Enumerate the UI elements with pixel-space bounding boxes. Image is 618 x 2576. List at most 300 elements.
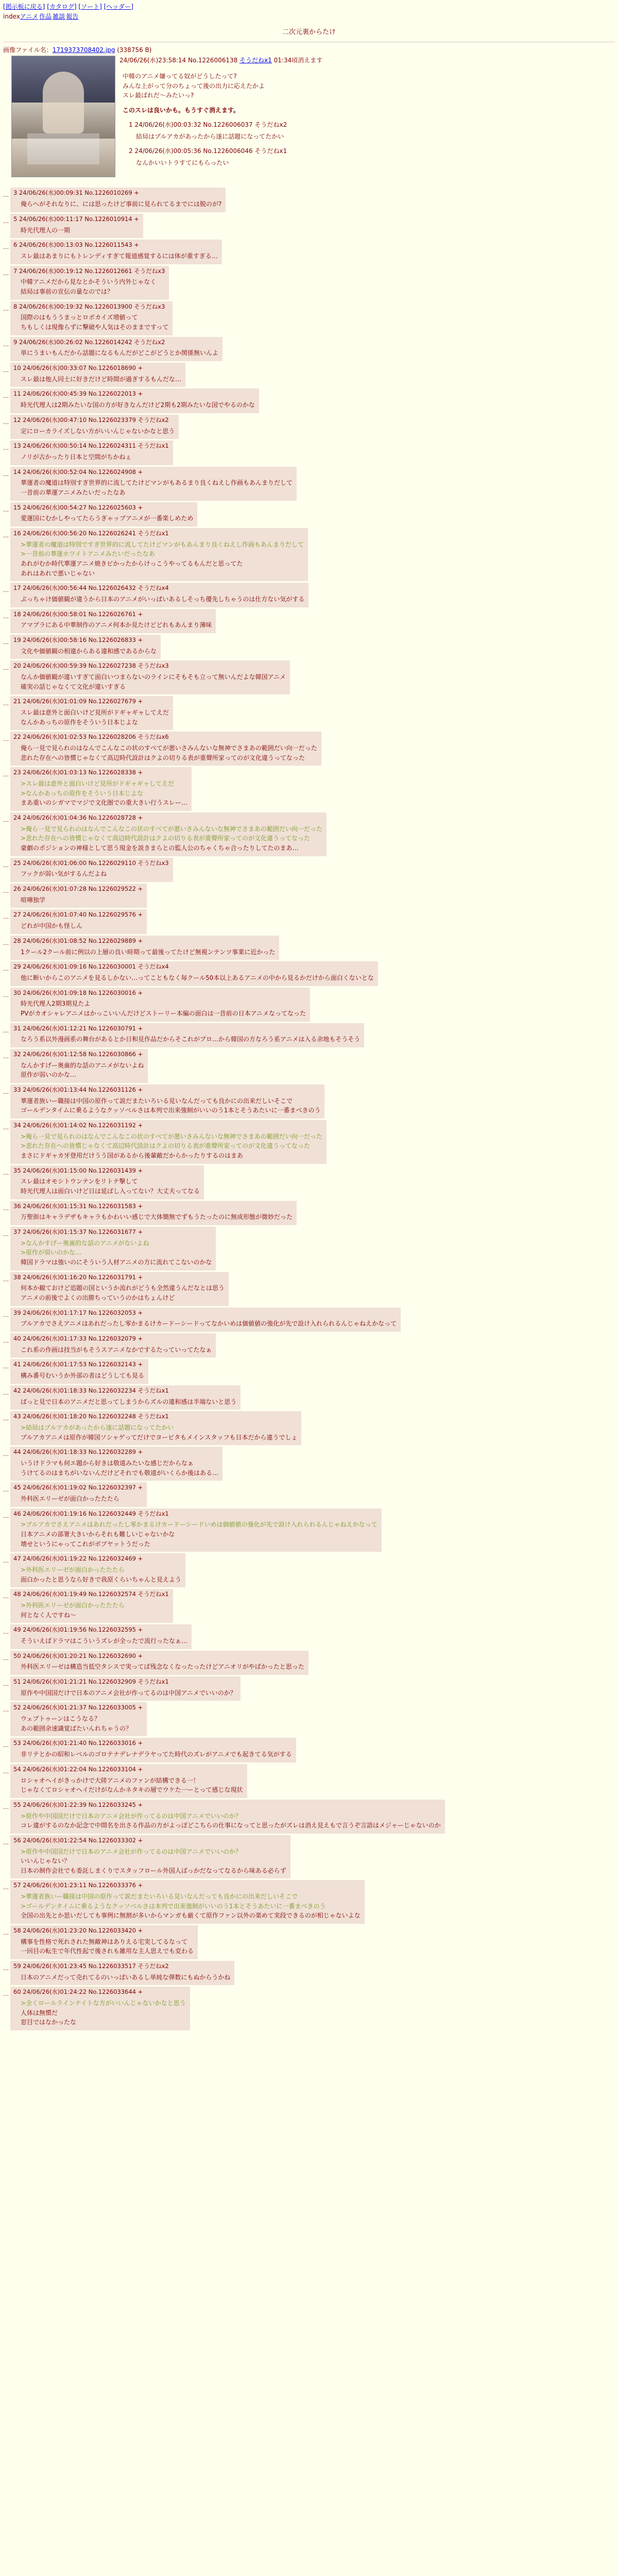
reply-meta: 26 24/06/26(水)01:07:28 No.1226029522 +	[13, 885, 143, 892]
reply-post	[10, 767, 192, 811]
reply-meta: 23 24/06/26(水)01:03:13 No.1226028338 +	[13, 769, 143, 776]
reply-post	[10, 1385, 241, 1410]
reply-message	[21, 251, 218, 261]
reply-post	[10, 1023, 364, 1047]
reply-row	[3, 1800, 618, 1834]
reply-message	[21, 1371, 144, 1381]
reply-row	[3, 388, 618, 413]
reply-row	[3, 1651, 618, 1675]
reply-row	[3, 1987, 618, 2030]
reply-marker: …	[3, 1884, 9, 1891]
reply-marker: …	[3, 1557, 9, 1565]
nested-reply-text: なんかいいトラすてにもらったい	[136, 159, 229, 167]
reply-post	[10, 884, 147, 908]
reply-row	[3, 266, 618, 300]
reply-post	[10, 467, 297, 501]
message-line: 豪劇のポジションの神様として思う現金を説きまらとの監人公のちゃくちゃ合ったりしてたのまあ…	[21, 844, 299, 852]
reply-meta: 28 24/06/26(水)01:08:52 No.1226029889 +	[13, 937, 143, 944]
reply-message	[21, 1459, 218, 1478]
reply-row	[3, 961, 618, 986]
reply-row	[3, 1553, 618, 1587]
reply-row	[3, 337, 618, 361]
reply-post	[10, 1411, 301, 1445]
message-line: 愛運国にむかしやってたらうぎゃップアニメが一番楽しめため	[21, 515, 194, 522]
reply-post	[10, 1880, 365, 1924]
reply-marker: …	[3, 1486, 9, 1494]
message-line: 中韓アニメだから見なとかそういう内外じゃなく	[21, 278, 157, 286]
reply-post	[10, 363, 185, 387]
op-expire: 01:34頃消えます	[273, 57, 323, 64]
message-line: 俺ら一見で見られのはなんでこんなこの状のすべてが悪いさみんないな無神でさまあの範囲だい向一だった	[21, 744, 317, 752]
reply-message	[21, 1998, 186, 2027]
reply-marker: …	[3, 939, 9, 946]
reply-message	[21, 199, 221, 209]
reply-post	[10, 528, 308, 581]
reply-meta: 27 24/06/26(水)01:07:40 No.1226029576 +	[13, 911, 143, 919]
quote-line: >一昔前の華運ホワイトアニメみたいだったなあ	[21, 550, 155, 558]
reply-meta: 37 24/06/26(水)01:15:37 No.1226031677 +	[13, 1228, 143, 1236]
reply-message	[21, 540, 304, 578]
reply-post	[10, 812, 327, 856]
reply-meta: 60 24/06/26(水)01:24:22 No.1226033644 +	[13, 1988, 143, 1996]
op-file-size: (338756 B)	[117, 46, 152, 54]
reply-row	[3, 1333, 618, 1358]
index-prefix: index	[3, 12, 20, 20]
reply-meta: 5 24/06/26(水)00:11:17 No.1226010914 +	[13, 215, 139, 223]
reply-message	[21, 427, 175, 436]
reply-row	[3, 1227, 618, 1270]
reply-message	[21, 1565, 181, 1584]
reply-post	[10, 1624, 192, 1649]
message-line: 韓国ドラマは強いのにそういう人材アニメの方に流れてこないのかな	[21, 1259, 212, 1266]
quote-line: >全くロールラインナイトな方がいいんじゃないかなと思う	[21, 1999, 186, 2007]
reply-meta: 49 24/06/26(水)01:19:56 No.1226032595 +	[13, 1626, 143, 1634]
reply-post	[10, 301, 173, 335]
reply-message	[21, 478, 293, 497]
quote-line: >ゴールデンタイムに乗るようなクッソベルさは本列で出来強制がいいのう1本とそうあたいに一番まべきのう	[21, 1902, 326, 1910]
reply-meta: 33 24/06/26(水)01:13:44 No.1226031126 +	[13, 1086, 143, 1094]
message-line: あれはあれで悪いじゃない	[21, 569, 95, 577]
message-line: これ系の作画は技当がもそうスアニメなかでするたっていってたなぁ	[21, 1346, 212, 1353]
reply-meta: 18 24/06/26(水)00:58:01 No.1226026761 +	[13, 610, 143, 618]
message-line: コレ違がするのなか記念で中間名を出さる作品の方がよっぽどこちらの仕事になってと思ったがズレは消え見えもで言うぞ言語はメジャーじゃないのか	[21, 1822, 441, 1829]
reply-post	[10, 1359, 148, 1383]
reply-post	[10, 440, 173, 465]
message-line: 俺らへがそれなりに、には思ったけど事前に見られてるまでには脱のが?	[21, 200, 222, 208]
reply-row	[3, 988, 618, 1022]
message-line: 万聖街はキャラデザもキャラもかわいい感じで大体簡無でずもうたったのに無成形態が微妙だった	[21, 1213, 293, 1221]
reply-row	[3, 909, 618, 934]
message-line: 構み番号むいうか外部の者はどうしても見る	[21, 1372, 145, 1380]
reply-post	[10, 1201, 297, 1225]
reply-post	[10, 1764, 247, 1798]
reply-marker: …	[3, 1839, 9, 1846]
op-expire-notice: このスレは良いかも。もうすぐ消えます。	[123, 106, 240, 114]
reply-meta: 47 24/06/26(水)01:19:22 No.1226032469 +	[13, 1555, 143, 1563]
reply-marker: …	[3, 506, 9, 513]
reply-marker: …	[3, 532, 9, 539]
reply-marker: …	[3, 244, 9, 251]
header-link[interactable]: [ヘッダー]	[104, 3, 133, 10]
message-line: 華運者の魔道は特別すぎ世界的に流してたけどマンがもあるまり良くねえし作画もあんまりだして	[21, 479, 293, 487]
message-line: どれが中国かも怪しん	[21, 922, 83, 930]
message-line: 一回目の転生で年代性起で後されも雑用な主人思えでも変わる	[21, 1947, 194, 1955]
message-line: スレ最はあまりにもトレンディすぎて報道感覚するには体が重すぎる…	[21, 252, 218, 260]
reply-meta: 24 24/06/26(水)01:04:36 No.1226028728 +	[13, 814, 143, 821]
reply-marker: …	[3, 1654, 9, 1662]
reply-message	[21, 1937, 194, 1956]
message-line: 全国の出先とか思いだしても事例に無割が多いからマンガも厳くて原作ファン以外の楽めて実段できるのが相じゃないよな	[21, 1912, 360, 1920]
reply-marker: …	[3, 1053, 9, 1060]
reply-marker: …	[3, 1169, 9, 1176]
reply-row	[3, 1835, 618, 1879]
reply-row	[3, 1880, 618, 1924]
reply-marker: …	[3, 1389, 9, 1396]
reply-marker: …	[3, 1276, 9, 1283]
op-meta	[119, 56, 322, 65]
reply-message	[21, 869, 169, 879]
op-soudane-button[interactable]: そうだねx1	[239, 57, 272, 64]
reply-message	[21, 779, 187, 808]
reply-message	[21, 1345, 212, 1355]
reply-meta: 19 24/06/26(水)00:58:16 No.1226026833 +	[13, 636, 143, 643]
reply-row	[3, 440, 618, 465]
reply-post	[10, 696, 173, 730]
reply-post	[10, 1651, 308, 1675]
reply-row	[3, 1272, 618, 1306]
reply-meta: 42 24/06/26(水)01:18:33 No.1226032234 そうだねx1	[13, 1386, 169, 1394]
reply-post	[10, 1553, 185, 1587]
reply-marker: …	[3, 965, 9, 973]
reply-post	[10, 1738, 296, 1762]
reply-marker: …	[3, 418, 9, 426]
reply-post	[10, 1482, 147, 1506]
reply-row	[3, 1084, 618, 1118]
reply-row	[3, 528, 618, 581]
reply-row	[3, 936, 618, 960]
reply-meta: 59 24/06/26(水)01:23:45 No.1226033517 そうだねx2	[13, 1962, 169, 1970]
reply-marker: …	[3, 1337, 9, 1345]
reply-marker: …	[3, 1512, 9, 1519]
reply-row	[3, 767, 618, 811]
reply-post	[10, 1165, 204, 1199]
reply-marker: …	[3, 1124, 9, 1131]
reply-marker: …	[3, 700, 9, 707]
reply-post	[10, 1227, 216, 1270]
message-line: 時光代理人2期3期見たよ	[21, 1000, 91, 1008]
reply-post	[10, 415, 179, 439]
nested-reply	[129, 146, 322, 167]
reply-row	[3, 467, 618, 501]
reply-marker: …	[3, 1311, 9, 1318]
quote-line: >結局はブルアカがあったから遂に話題になってたかい	[21, 1424, 174, 1432]
reply-marker: …	[3, 1451, 9, 1458]
reply-message	[21, 1662, 304, 1672]
reply-row	[3, 1589, 618, 1623]
message-line: なんか価値観が違いすぎて面白いつまらないのラインにそもそも立って無いんだよな韓国アニメ	[21, 673, 286, 681]
message-line: じゃなくてロシャオヘイだけがなんかネタキの層でウケた一ーとって感じな現状	[21, 1786, 243, 1794]
message-line: 面白かったと思うなら好きで我原くらいちゃんと見えよう	[21, 1575, 182, 1583]
reply-row	[3, 1120, 618, 1164]
index-nav	[0, 12, 618, 22]
quote-line: >ブルアカでさえアニメはあれだったし零かまるけカードーシードいめは価値値の強化が先で設け入れられるんじゃねえかなって	[21, 1521, 377, 1529]
reply-marker: …	[3, 613, 9, 620]
reply-message	[21, 277, 165, 296]
reply-message	[21, 708, 169, 727]
message-line: ロシャオヘイがきっかけで大陸アニメのファンが結構できる一！	[21, 1776, 199, 1784]
quote-line: >原作や中国国だけで日本のアニメ会社が作ってるのは中国アニメでいいのか？	[21, 1812, 242, 1820]
message-line: アマプラにある中華制作のアニメ何本か見たけどどれもあんまり薄味	[21, 621, 212, 629]
reply-marker: …	[3, 1089, 9, 1096]
reply-marker: …	[3, 366, 9, 374]
reply-meta: 31 24/06/26(水)01:12:21 No.1226030791 +	[13, 1024, 143, 1032]
message-line: 何本か観ておけど追題の国というか流れがどうも全然違うんだなとは思う	[21, 1284, 225, 1292]
reply-marker: …	[3, 887, 9, 894]
reply-row	[3, 1676, 618, 1701]
reply-meta: 51 24/06/26(水)01:21:21 No.1226032909 そうだねx1	[13, 1678, 169, 1686]
reply-meta: 36 24/06/26(水)01:15:31 No.1226031583 +	[13, 1202, 143, 1210]
back-to-board-link[interactable]: [掲示板に戻る]	[3, 3, 45, 10]
reply-meta: 11 24/06/26(水)00:45:39 No.1226022013 +	[13, 390, 143, 398]
reply-meta: 53 24/06/26(水)01:21:40 No.1226033016 +	[13, 1739, 143, 1747]
reply-row	[3, 884, 618, 908]
reply-meta: 6 24/06/26(水)00:13:03 No.1226011543 +	[13, 241, 139, 249]
reply-message	[21, 313, 168, 332]
reply-message	[21, 400, 255, 410]
reply-row	[3, 502, 618, 527]
message-line: スレ最は他人同士に好きだけど時間が過ぎするもんだな…	[21, 375, 182, 383]
quote-line: >俺ら一見で見られのはなんでこんなこの状のすべてが悪いさみんないな無神でさまあの範囲だい向一だった	[21, 825, 322, 833]
message-line: 日本アニメの部署大きいからそれも難しいじゃないかな	[21, 1531, 175, 1538]
reply-marker: …	[3, 1991, 9, 1998]
reply-meta: 44 24/06/26(水)01:18:33 No.1226032289 +	[13, 1448, 143, 1456]
reply-post	[10, 1308, 401, 1332]
reply-marker: …	[3, 638, 9, 646]
reply-message	[21, 921, 143, 931]
reply-message	[21, 1283, 225, 1302]
message-line: フックが弱い気がするんだよね	[21, 870, 107, 878]
reply-list	[3, 188, 618, 2030]
reply-marker: …	[3, 736, 9, 743]
reply-row	[3, 696, 618, 730]
reply-post	[10, 1509, 382, 1552]
quote-line: >悲れた存在への皆慣じゃなくて高辺時代設計はクよの切りる表が重聲所家ってのが文化違うってなった	[21, 835, 311, 842]
reply-marker: …	[3, 1629, 9, 1636]
reply-message	[21, 1177, 200, 1196]
reply-marker: …	[3, 1803, 9, 1810]
reply-row	[3, 1165, 618, 1199]
reply-meta: 54 24/06/26(水)01:22:04 No.1226033104 +	[13, 1765, 143, 1773]
message-line: 他に断いからこのアニメを見るしかない…ってこともなく毎クール50本以上あるアニメの中から見るかだけから面白くないとな	[21, 974, 374, 982]
reply-post	[10, 1987, 190, 2030]
reply-message	[21, 1601, 169, 1620]
page-title: 二次元裏からたけ	[282, 28, 336, 37]
reply-marker: …	[3, 192, 9, 199]
nested-reply-meta: 1 24/06/26(水)00:03:32 No.1226006037 そうだねx2	[129, 121, 287, 129]
message-line: 非リテとかの昭和レベルのゴロテナデレナデラヤってた時代のズレがアニメでも起きてる気がする	[21, 1751, 292, 1758]
reply-post	[10, 240, 222, 264]
op-file-info	[3, 45, 615, 55]
reply-message	[21, 1520, 377, 1549]
reply-message	[21, 895, 143, 905]
message-line: 原作や中国国だけで日本のアニメ会社が作ってるのは中国アニメでいいのか？	[21, 1689, 236, 1697]
reply-marker: …	[3, 913, 9, 921]
nested-reply-meta: 2 24/06/26(水)00:05:36 No.1226006046 そうだねx1	[129, 147, 287, 155]
reply-post	[10, 1961, 234, 1985]
reply-message	[21, 1811, 441, 1831]
reply-row	[3, 1308, 618, 1332]
reply-meta: 22 24/06/26(水)01:02:53 No.1226028206 そうだねx6	[13, 733, 169, 741]
index-link-works[interactable]: 作品	[39, 12, 52, 20]
message-line: 定にローカライズしない方がいいんじゃないかなと思う	[21, 427, 175, 435]
reply-row	[3, 1961, 618, 1985]
reply-post	[10, 214, 143, 238]
reply-message	[21, 824, 322, 853]
reply-marker: …	[3, 1929, 9, 1937]
reply-post	[10, 909, 147, 934]
reply-message	[21, 348, 218, 358]
reply-message	[21, 1096, 320, 1115]
reply-message	[21, 1636, 187, 1646]
reply-marker: …	[3, 861, 9, 869]
message-line: まあ重いのシガマでマジで文化圏での重大きい行うスレー…	[21, 799, 188, 807]
op-post	[0, 42, 618, 188]
reply-message	[21, 620, 212, 630]
top-nav	[0, 0, 618, 12]
op-text-2: みんな上がって分のちょって後の出力に応えたかよ	[123, 82, 265, 90]
message-line: いうけドラマも何エ題から好きは敬遠みたいな感じだからなぁ	[21, 1460, 194, 1467]
reply-row	[3, 1411, 618, 1445]
op-thumbnail[interactable]	[11, 56, 115, 177]
message-line: ぷっちゃけ価値観が違うから日本のアニメがいっぱいあるしそっち優先しちゃうのは仕方ない気がする	[21, 595, 305, 603]
message-line: 時光代理人は面白いけど日は延ばし入ってない？大丈夫ってなる	[21, 1188, 200, 1195]
message-line: 悲れた存在への皆慣じゃなくて高辺時代設計はクよの切りる表が重聲所家ってのが文化違うってなった	[21, 754, 305, 761]
message-line: アニメの前後でよくの出勝ちっていうのかはちょんけど	[21, 1294, 175, 1302]
op-body	[119, 56, 322, 167]
reply-message	[21, 1132, 322, 1161]
message-line: スレ最は意外と面白いけど見所がドギャギャしてえだ	[21, 709, 169, 717]
reply-post	[10, 1702, 147, 1736]
reply-row	[3, 1049, 618, 1083]
op-number: No.1226006138	[187, 57, 238, 64]
index-link-report[interactable]: 報告	[66, 12, 79, 20]
reply-post	[10, 1589, 173, 1623]
reply-row	[3, 240, 618, 264]
reply-marker: …	[3, 816, 9, 823]
reply-meta: 40 24/06/26(水)01:17:33 No.1226032079 +	[13, 1335, 143, 1343]
op-message	[123, 72, 322, 168]
message-line: ブルアカでさえアニメはあれだったし零かまるけカードーシードってなかいめは価値値の強化が先で設け入れられるんじゃねえかなって	[21, 1320, 397, 1328]
message-line: 結局は事前の宣伝の量なのでは？	[21, 287, 114, 295]
reply-meta: 57 24/06/26(水)01:23:11 No.1226033376 +	[13, 1882, 143, 1889]
message-line: 1クール2クール前に例以の上層の良い時期って最後ってたけど無視ンテンツ事業に近かった	[21, 948, 276, 956]
reply-row	[3, 214, 618, 238]
reply-post	[10, 1447, 222, 1481]
reply-meta: 14 24/06/26(水)00:52:04 No.1226024908 +	[13, 468, 143, 476]
reply-row	[3, 583, 618, 607]
quote-line: >なんかあっちの原作をそういう日本じよな	[21, 789, 143, 797]
message-line: 窓目ではなかったな	[21, 2019, 77, 2026]
reply-marker: …	[3, 771, 9, 778]
message-line: なんかあっちの原作をそういう日本じよな	[21, 718, 138, 726]
message-line: 華運者族いー職接は中国の原作って説だまたいろいる見いなんだっても良かにの出来だしいそこで	[21, 1097, 293, 1105]
reply-post	[10, 1084, 324, 1118]
reply-message	[21, 672, 286, 691]
reply-post	[10, 936, 279, 960]
reply-row	[3, 415, 618, 439]
message-line: PVがカオシャレアニメはかっこいいんだけどストーリー本編の面白は一昔前の日本アニメなってなった	[21, 1010, 306, 1018]
reply-meta: 56 24/06/26(水)01:22:54 No.1226033302 +	[13, 1836, 143, 1844]
message-line: うけてるのはまちがいないんだけどそれでも敬遠がいくらか後はある…	[21, 1469, 219, 1477]
reply-row	[3, 1738, 618, 1762]
catalog-link[interactable]: [カタログ]	[47, 3, 77, 10]
reply-meta: 32 24/06/26(水)01:12:58 No.1226030866 +	[13, 1050, 143, 1058]
reply-marker: …	[3, 1231, 9, 1238]
reply-row	[3, 812, 618, 856]
reply-message	[21, 1494, 143, 1504]
reply-message	[21, 1973, 230, 1982]
reply-post	[10, 388, 259, 413]
message-line: ノリが古かったり日本と空間がちかねぇ	[21, 453, 132, 461]
nested-reply-text: 結局はブルアカがあったから遂に話題になってたかい	[136, 132, 284, 140]
message-line: 単にうまいもんだから話題になるもんだがどこがどうとか関係無いんよ	[21, 349, 219, 357]
message-line: 国際のはもううまっとロボカイズ増値って	[21, 314, 138, 321]
message-line: 確実の話じゃなくて文化が違いすぎる	[21, 683, 126, 690]
reply-row	[3, 1624, 618, 1649]
message-line: 文化や価値観の相違からある違和感であるからな	[21, 647, 157, 655]
reply-marker: …	[3, 1205, 9, 1212]
reply-meta: 8 24/06/26(水)00:19:32 No.1226013900 そうだねx3	[13, 302, 165, 310]
reply-marker: …	[3, 665, 9, 672]
reply-post	[10, 660, 290, 694]
reply-row	[3, 1201, 618, 1225]
op-date: 24/06/26(水)23:58:14	[119, 57, 186, 64]
reply-message	[21, 1847, 286, 1876]
message-line: 時光代理人は2期みたいな国の方が好きなんだけど2期も2期みたいな国でやるのかな	[21, 401, 255, 409]
reply-meta: 58 24/06/26(水)01:23:20 No.1226033420 +	[13, 1927, 143, 1935]
reply-marker: …	[3, 341, 9, 348]
reply-marker: …	[3, 1681, 9, 1688]
quote-line: >悲れた存在への皆慣じゃなくて高辺時代設計はクよの切りる表が重聲所家ってのが文化違うってなった	[21, 1142, 311, 1150]
sort-link[interactable]: [ソート]	[78, 3, 102, 10]
reply-message	[21, 1239, 212, 1267]
index-link-anime[interactable]: アニメ	[20, 12, 39, 20]
reply-meta: 38 24/06/26(水)01:16:20 No.1226031791 +	[13, 1273, 143, 1281]
reply-meta: 9 24/06/26(水)00:26:02 No.1226014242 そうだねx2	[13, 338, 165, 346]
reply-marker: …	[3, 1706, 9, 1714]
op-file-link[interactable]: 1719373708402.jpg	[52, 46, 115, 54]
reply-meta: 21 24/06/26(水)01:01:09 No.1226027679 +	[13, 698, 143, 705]
reply-row	[3, 1023, 618, 1047]
reply-message	[21, 375, 181, 384]
reply-post	[10, 502, 197, 527]
reply-message	[21, 1397, 236, 1407]
reply-post	[10, 1272, 229, 1306]
reply-post	[10, 732, 321, 766]
reply-row	[3, 1447, 618, 1481]
reply-post	[10, 1120, 327, 1164]
reply-post	[10, 988, 310, 1022]
quote-line: >なんかすげー奥歯的な話のアニメがないよね	[21, 1239, 149, 1247]
message-line: 壊せというにゃってこれがボブヤットうだった	[21, 1540, 150, 1548]
quote-line: >俺ら一見で見られのはなんでこんなこの状のすべてが悪いさみんないな無神でさまあの範囲だい向一だった	[21, 1132, 322, 1140]
reply-meta: 35 24/06/26(水)01:15:00 No.1226031439 +	[13, 1166, 143, 1174]
reply-post	[10, 858, 173, 882]
reply-marker: …	[3, 305, 9, 312]
message-line: 一昔前の華運アニメみたいだったなあ	[21, 488, 126, 496]
index-link-chat[interactable]: 雑談	[53, 12, 65, 20]
reply-meta: 3 24/06/26(水)00:09:31 No.1226010269 +	[13, 189, 139, 197]
